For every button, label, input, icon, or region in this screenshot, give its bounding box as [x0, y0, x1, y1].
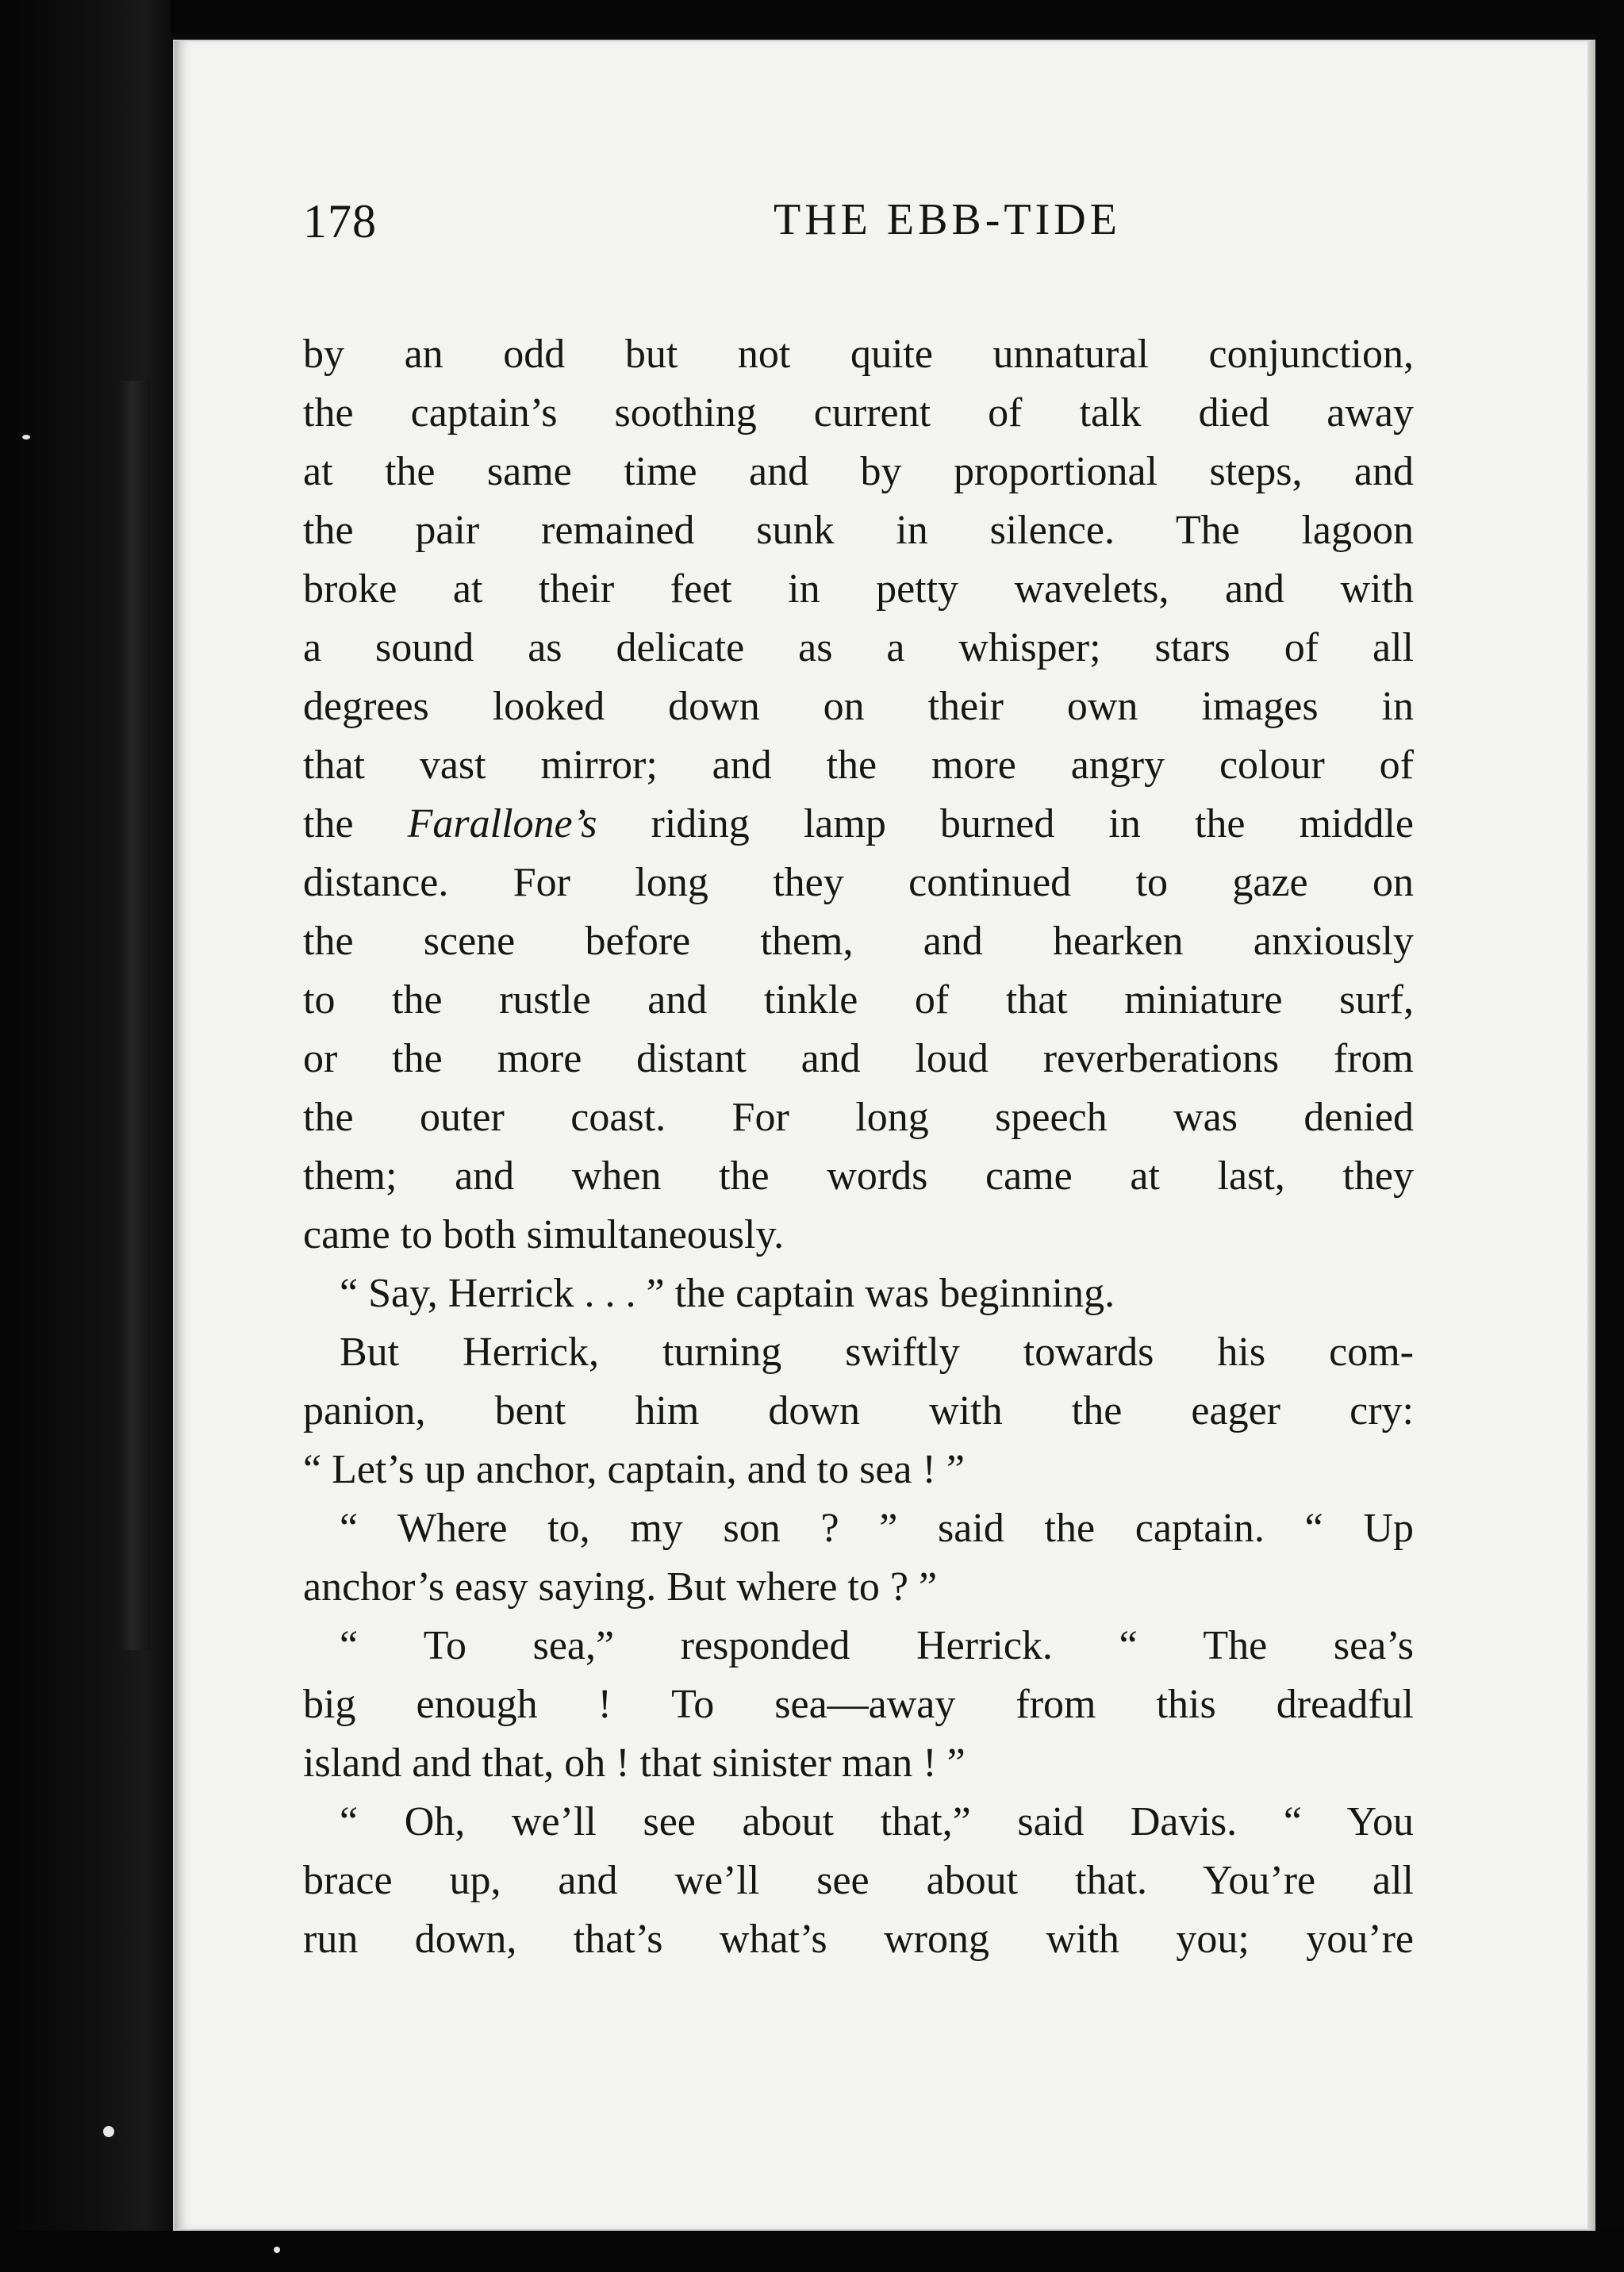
text-line: distance. For long they continued to gaze on [303, 860, 1414, 905]
text-line: brace up, and we’ll see about that. You’re all [303, 1858, 1414, 1903]
text-line: to the rustle and tinkle of that miniature surf, [303, 977, 1414, 1023]
text-line: broke at their feet in petty wavelets, and with [303, 566, 1414, 612]
text-line: panion, bent him down with the eager cry: [303, 1388, 1414, 1433]
text-line: run down, that’s what’s wrong with you; you’re [303, 1917, 1414, 1962]
running-title: THE EBB-TIDE [774, 195, 1121, 244]
text-line: the outer coast. For long speech was denied [303, 1095, 1414, 1140]
text-line: by an odd but not quite unnatural conjunction, [303, 332, 1414, 377]
dust-speck [274, 2247, 280, 2253]
text-line: degrees looked down on their own images in [303, 684, 1414, 729]
text-line: came to both simultaneously. [303, 1212, 785, 1257]
text-line: “ Let’s up anchor, captain, and to sea ! ” [303, 1447, 965, 1492]
ship-name-italic: Farallone’s [407, 801, 597, 846]
text-line: the scene before them, and hearken anxiously [303, 919, 1414, 964]
text-line: “ To sea,” responded Herrick. “ The sea’s [340, 1623, 1414, 1668]
text-line: island and that, oh ! that sinister man ! ” [303, 1740, 966, 1786]
text-line: “ Where to, my son ? ” said the captain. “ Up [340, 1506, 1414, 1551]
scan-border-top [0, 0, 1624, 33]
text-line: big enough ! To sea—away from this dreadful [303, 1682, 1414, 1727]
text-line: a sound as delicate as a whisper; stars of all [303, 625, 1414, 670]
dust-speck [103, 2126, 114, 2137]
text-line: But Herrick, turning swiftly towards his com- [340, 1330, 1414, 1375]
text-line: “ Oh, we’ll see about that,” said Davis. “ You [340, 1799, 1414, 1844]
body-text [303, 325, 1414, 1969]
page-edge [1588, 40, 1595, 2231]
scan-film-strip [119, 381, 151, 1650]
text-line [303, 795, 1414, 854]
scan-border-right [1595, 0, 1624, 2272]
text-line: them; and when the words came at last, they [303, 1153, 1414, 1199]
text-line: anchor’s easy saying. But where to ? ” [303, 1564, 938, 1610]
running-head [303, 194, 1493, 266]
text-line: that vast mirror; and the more angry colour of [303, 743, 1414, 788]
text-fragment: riding lamp burned in the middle [597, 801, 1414, 846]
text-line: the captain’s soothing current of talk died away [303, 390, 1414, 436]
text-fragment: the [303, 801, 408, 846]
scan-border-bottom [0, 2231, 1624, 2272]
text-line: the pair remained sunk in silence. The lagoon [303, 508, 1414, 553]
text-line: or the more distant and loud reverberations from [303, 1036, 1414, 1081]
text-line: “ Say, Herrick . . . ” the captain was beginning. [340, 1271, 1115, 1316]
page-number: 178 [303, 195, 377, 248]
dust-speck [22, 435, 30, 439]
text-line: at the same time and by proportional steps, and [303, 449, 1414, 494]
